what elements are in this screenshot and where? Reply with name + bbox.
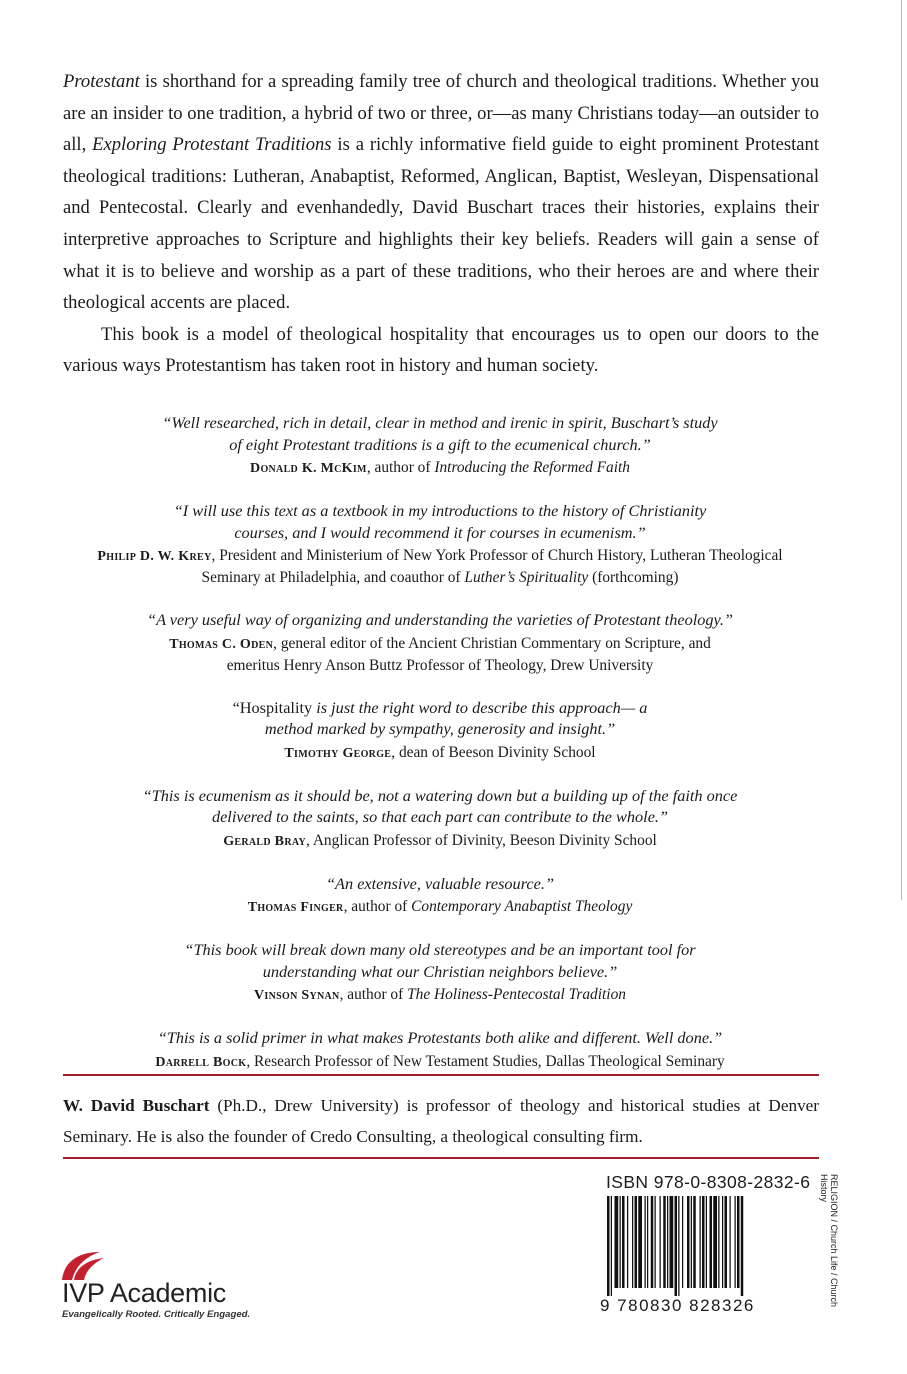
- endorsement-attribution: [60, 896, 820, 918]
- endorsement-attribution: [70, 545, 810, 588]
- endorsement-quote: “I will use this text as a textbook in my introductions to the history of Christianity courses, and I would recommend it for courses in ecumenism.”: [173, 501, 707, 542]
- endorser-name: Donald K. McKim: [250, 461, 367, 476]
- barcode-bar: [682, 1196, 683, 1288]
- barcode-bar: [622, 1196, 625, 1288]
- endorser-work: Introducing the Reformed Faith: [434, 459, 630, 476]
- endorser-name: Thomas C. Oden: [169, 636, 274, 652]
- endorsement-quote: “A very useful way of organizing and understanding the varieties of Protestant theology.”: [147, 610, 733, 629]
- barcode-bar: [638, 1196, 642, 1288]
- barcode-bar: [718, 1196, 719, 1288]
- endorser-name: Darrell Bock: [155, 1054, 247, 1070]
- barcode-bar: [645, 1196, 646, 1288]
- description-paragraph-1: [63, 66, 819, 319]
- description-lead-italic: Protestant: [63, 71, 140, 92]
- barcode-bar: [725, 1196, 728, 1288]
- publisher-logo-icon: [60, 1248, 110, 1282]
- endorsements-list: [60, 412, 820, 1094]
- endorser-role: , Anglican Professor of Divinity, Beeson Divinity School: [305, 831, 657, 849]
- endorser-work: Contemporary Anabaptist Theology: [411, 898, 633, 915]
- endorser-name: Vinson Synan: [254, 988, 340, 1003]
- book-description: [63, 66, 819, 382]
- description-text-1: is shorthand for a spreading family tree of church and theological traditions. Whether you are an insider to one tradition, a hybrid of two or three, or—as many Christians today—an outsider to all,: [63, 71, 819, 156]
- endorsement-attribution: [60, 742, 820, 764]
- barcode-digits: 9 780830 828326: [600, 1296, 755, 1315]
- barcode-bar: [627, 1196, 628, 1288]
- barcode: [606, 1196, 811, 1296]
- barcode-bar: [655, 1196, 656, 1288]
- endorsement-quote: [230, 697, 650, 740]
- endorsement-attribution: [60, 984, 820, 1006]
- divider-rule-bottom: [63, 1157, 819, 1159]
- barcode-bar: [647, 1196, 648, 1288]
- endorsement-attribution: [60, 1051, 820, 1073]
- endorsement: [60, 500, 820, 588]
- endorsement: [60, 412, 820, 479]
- endorsement: [60, 1027, 820, 1073]
- barcode-bar: [710, 1196, 713, 1288]
- barcode-bar: [611, 1196, 612, 1296]
- barcode-bar: [706, 1196, 707, 1288]
- barcode-bar: [607, 1196, 610, 1296]
- endorser-role: , general editor of the Ancient Christian Commentary on Scripture, and emeritus Henry Anson Buttz Professor of Theology, Drew University: [226, 634, 711, 674]
- barcode-bar: [722, 1196, 723, 1288]
- barcode-bar: [632, 1196, 633, 1288]
- barcode-bar: [635, 1196, 638, 1288]
- barcode-bar: [702, 1196, 705, 1288]
- publisher-logo: [60, 1248, 260, 1326]
- barcode-bar: [691, 1196, 692, 1288]
- barcode-bar: [620, 1196, 621, 1288]
- barcode-bar: [663, 1196, 666, 1288]
- endorser-work: Luther’s Spirituality: [464, 569, 589, 586]
- barcode-bar: [730, 1196, 731, 1288]
- publisher-name: IVP Academic: [62, 1278, 226, 1308]
- barcode-bar: [670, 1196, 674, 1288]
- endorsement: [60, 939, 820, 1006]
- barcode-bar: [615, 1196, 619, 1288]
- endorsement-quote: “This book will break down many old stereotypes and be an important tool for understanding what our Christian neighbors believe.”: [184, 940, 696, 981]
- publisher-tagline: Evangelically Rooted. Critically Engaged.: [62, 1309, 251, 1320]
- endorser-name: Gerald Bray: [223, 833, 306, 849]
- barcode-bar: [687, 1196, 690, 1288]
- barcode-bar: [651, 1196, 654, 1288]
- author-bio: [63, 1090, 819, 1152]
- endorser-name: Thomas Finger: [247, 900, 344, 915]
- barcode-bar: [735, 1196, 736, 1288]
- barcode-bar: [693, 1196, 696, 1288]
- endorsement: [60, 785, 820, 852]
- description-text-2: is a richly informative field guide to eight prominent Protestant theological traditions: Lutheran, Anabaptist, Reformed, Anglican, Baptist, Wesleyan, Dispensational and Pentecostal. Clearly and evenhandedly, David Buschart traces their histories, explains their interpretive approaches to Scripture and highlights their key beliefs. Readers will gain a sense of what it is to believe and worship as a part of these traditions, who their heroes are and where their theological accents are placed.: [63, 134, 819, 314]
- endorsement-quote: “An extensive, valuable resource.”: [325, 873, 555, 893]
- barcode-bar: [700, 1196, 701, 1288]
- category-line-1: RELIGION / Church Life / Church: [829, 1174, 839, 1308]
- endorsement-quote: “This is a solid primer in what makes Protestants both alike and different. Well done.”: [157, 1028, 723, 1047]
- barcode-bar: [667, 1196, 668, 1288]
- endorser-name: Timothy George: [284, 745, 392, 761]
- endorsement-quote-lead: “Hospitality: [232, 697, 313, 717]
- bisac-category: [819, 1174, 845, 1374]
- barcode-bar: [678, 1196, 679, 1296]
- endorsement-attribution: [60, 830, 820, 852]
- endorser-name: Philip D. W. Krey: [97, 549, 212, 564]
- endorser-role: , dean of Beeson Divinity School: [391, 743, 596, 761]
- endorsement-quote: “This is ecumenism as it should be, not a watering down but a building up of the faith once delivered to the saints, so that each part can contribute to the whole.”: [142, 785, 738, 826]
- endorsement: [60, 873, 820, 919]
- endorser-tail: (forthcoming): [588, 569, 679, 586]
- isbn-label: ISBN 978-0-8308-2832-6: [606, 1172, 811, 1192]
- endorsement-quote: “Well researched, rich in detail, clear in method and irenic in spirit, Buschart’s study of eight Protestant traditions is a gift to the ecumenical church.”: [162, 413, 718, 454]
- barcode-bar: [675, 1196, 678, 1296]
- description-paragraph-2: This book is a model of theological hospitality that encourages us to open our doors to the various ways Protestantism has taken root in history and human society.: [63, 323, 819, 377]
- author-name: W. David Buschart: [63, 1096, 210, 1115]
- page-edge-line: [901, 0, 902, 900]
- endorser-role: , Research Professor of New Testament Studies, Dallas Theological Seminary: [246, 1052, 725, 1070]
- barcode-bar: [660, 1196, 661, 1288]
- description-book-title: Exploring Protestant Traditions: [92, 134, 332, 156]
- endorser-role: , author of: [339, 986, 408, 1003]
- barcode-bar: [737, 1196, 740, 1288]
- barcode-bar: [741, 1196, 744, 1296]
- endorser-role: , author of: [366, 459, 435, 476]
- endorser-work: The Holiness-Pentecostal Tradition: [407, 986, 626, 1003]
- barcode-bar: [713, 1196, 717, 1288]
- endorsement-quote-rest: is just the right word to describe this approach— a method marked by sympathy, generosity and insight.”: [264, 697, 648, 738]
- endorser-role: , President and Ministerium of New York Professor of Church History, Lutheran Theological Seminary at Philadelphia, and coauthor of: [201, 547, 783, 586]
- endorsement-attribution: [60, 457, 820, 479]
- author-bio-text: (Ph.D., Drew University) is professor of theology and historical studies at Denver Seminary. He is also the founder of Credo Consulting, a theological consulting firm.: [63, 1096, 820, 1146]
- bisac-category-text: [819, 1174, 839, 1307]
- category-line-2: History: [819, 1174, 829, 1203]
- endorser-role: , author of: [343, 898, 412, 915]
- endorsement-attribution: [150, 633, 730, 676]
- endorsement: [60, 697, 820, 764]
- divider-rule-top: [63, 1074, 819, 1076]
- endorsement: [60, 609, 820, 676]
